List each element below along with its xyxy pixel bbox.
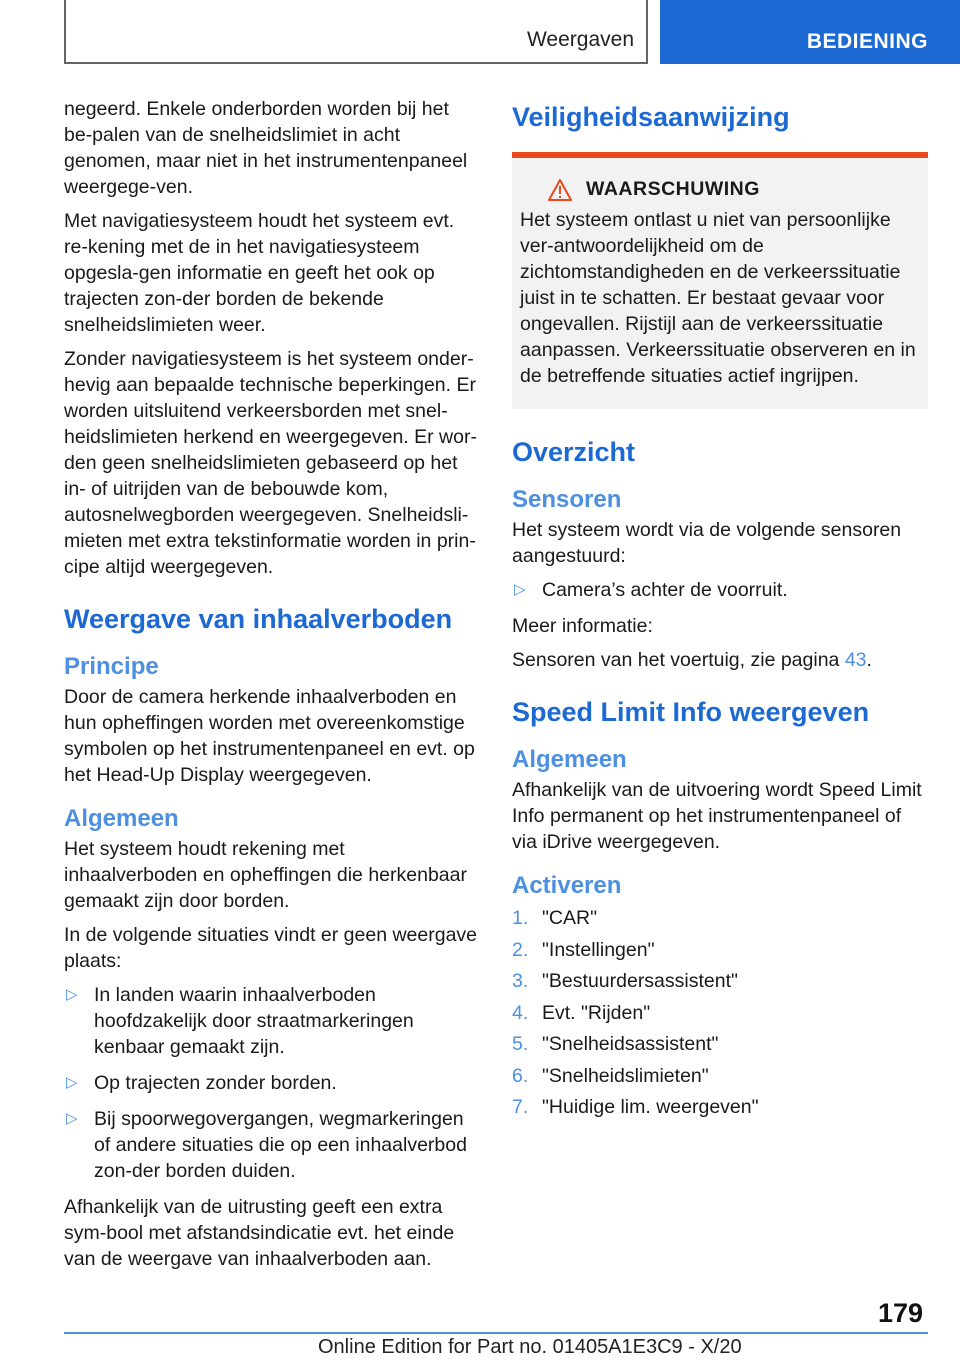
step-item bbox=[512, 905, 928, 931]
paragraph: Het systeem wordt via de volgende sensoren aangestuurd: bbox=[512, 519, 902, 567]
heading-general: Algemeen bbox=[64, 805, 179, 832]
step-number: 1. bbox=[512, 907, 529, 929]
left-column bbox=[64, 96, 478, 1280]
step-number: 3. bbox=[512, 970, 529, 992]
paragraph: negeerd. Enkele onderborden worden bij het be-palen van de snelheidslimiet in acht genomen, maar niet in het instrumentenpaneel weergege-ven. bbox=[64, 98, 468, 198]
step-text: "CAR" bbox=[542, 907, 598, 929]
heading-safety: Veiligheidsaanwijzing bbox=[512, 102, 790, 132]
step-number: 6. bbox=[512, 1064, 529, 1087]
triangle-bullet-icon: ▷ bbox=[66, 1074, 78, 1091]
step-item bbox=[512, 937, 928, 963]
situations-list bbox=[64, 982, 478, 1184]
footer-edition: Online Edition for Part no. 01405A1E3C9 - X/20 bbox=[318, 1336, 742, 1358]
step-text: "Bestuurdersassistent" bbox=[542, 970, 738, 992]
paragraph: Met navigatiesysteem houdt het systeem evt. re-kening met de in het navigatiesysteem opgesla-gen informatie en geeft het ook op trajecten zon-der borden de bekende snelheidslimieten weer. bbox=[64, 210, 455, 336]
step-text: Evt. "Rijden" bbox=[542, 1001, 651, 1024]
list-item-text: Bij spoorwegovergangen, wegmarkeringen of andere situaties die op een inhaalverbod zon-der borden duiden. bbox=[94, 1108, 467, 1182]
warning-text: Het systeem ontlast u niet van persoonlijke ver-antwoordelijkheid om de zichtomstandigheden en de verkeerssituatie juist in te schatten. Er bestaat gevaar voor ongevallen. Rijstijl aan de verkeerssituatie aanpassen. Verkeerssituatie observeren en in de betreffende situaties actief ingrijpen. bbox=[520, 209, 916, 387]
warning-box bbox=[512, 158, 928, 409]
step-number: 4. bbox=[512, 1001, 529, 1024]
step-number: 5. bbox=[512, 1033, 529, 1055]
heading-overtake: Weergave van inhaalverboden bbox=[64, 604, 453, 634]
heading-activate: Activeren bbox=[512, 872, 622, 899]
triangle-bullet-icon: ▷ bbox=[66, 1110, 78, 1127]
step-text: "Instellingen" bbox=[542, 938, 655, 961]
paragraph: Zonder navigatiesysteem is het systeem onder-hevig aan bepaalde technische beperkingen. Er worden uitsluitend verkeersborden met snel-heidslimieten herkend en weergegeven. Er wor-den geen snelheidslimieten gebaseerd op het in- of uitrijden van de bebouwde kom, autosnelwegborden weergegeven. Snelheidsli-mieten met extra tekstinformatie worden in prin-cipe altijd weergegeven. bbox=[64, 348, 477, 578]
footer-rule bbox=[64, 1332, 928, 1334]
step-item bbox=[512, 968, 928, 994]
list-item bbox=[64, 1106, 478, 1184]
warning-triangle-icon bbox=[548, 179, 572, 201]
chapter-tab bbox=[660, 0, 960, 64]
paragraph: Meer informatie: bbox=[512, 615, 653, 637]
list-item bbox=[64, 982, 478, 1060]
chapter-title: BEDIENING bbox=[806, 30, 928, 53]
heading-principle: Principe bbox=[64, 653, 159, 680]
header-section-box bbox=[64, 0, 648, 64]
list-item-text: In landen waarin inhaalverboden hoofdzakelijk door straatmarkeringen kenbaar gemaakt zijn. bbox=[94, 984, 414, 1058]
step-text: "Snelheidslimieten" bbox=[542, 1064, 709, 1087]
step-item bbox=[512, 1031, 928, 1057]
step-item bbox=[512, 1063, 928, 1089]
heading-speed-limit: Speed Limit Info weergeven bbox=[512, 697, 870, 727]
step-number: 7. bbox=[512, 1096, 529, 1118]
right-column bbox=[512, 96, 928, 1126]
paragraph: Afhankelijk van de uitrusting geeft een extra sym-bool met afstandsindicatie evt. het einde van de weergave van inhaalverboden aan. bbox=[64, 1196, 455, 1270]
list-item-text: Op trajecten zonder borden. bbox=[94, 1072, 337, 1094]
page-number: 179 bbox=[878, 1298, 924, 1328]
triangle-bullet-icon: ▷ bbox=[514, 581, 526, 598]
list-item bbox=[512, 577, 928, 603]
step-item bbox=[512, 1094, 928, 1120]
list-item bbox=[64, 1070, 478, 1096]
step-item bbox=[512, 1000, 928, 1026]
heading-overview: Overzicht bbox=[512, 437, 636, 467]
activation-steps bbox=[512, 905, 928, 1120]
reference-text: Sensoren van het voertuig, zie pagina bbox=[512, 649, 845, 671]
paragraph: Het systeem houdt rekening met inhaalverboden en opheffingen die herkenbaar gemaakt zijn door borden. bbox=[64, 838, 467, 912]
heading-sensors: Sensoren bbox=[512, 486, 622, 513]
step-number: 2. bbox=[512, 938, 529, 961]
step-text: "Huidige lim. weergeven" bbox=[542, 1096, 759, 1118]
heading-general: Algemeen bbox=[512, 746, 627, 773]
section-title: Weergaven bbox=[526, 28, 634, 51]
page-link[interactable]: 43 bbox=[844, 649, 867, 671]
warning-title: WAARSCHUWING bbox=[586, 178, 760, 200]
reference-end: . bbox=[866, 649, 872, 671]
paragraph: In de volgende situaties vindt er geen weergave plaats: bbox=[64, 924, 478, 972]
triangle-bullet-icon: ▷ bbox=[66, 986, 78, 1003]
reference-paragraph bbox=[512, 647, 928, 673]
paragraph: Door de camera herkende inhaalverboden en hun opheffingen worden met overeenkomstige symbolen op het instrumentenpaneel en evt. op het Head-Up Display weergegeven. bbox=[64, 686, 475, 786]
list-item-text: Camera’s achter de voorruit. bbox=[542, 579, 788, 601]
warning-title-row bbox=[548, 178, 920, 201]
paragraph: Afhankelijk van de uitvoering wordt Speed Limit Info permanent op het instrumentenpaneel of via iDrive weergegeven. bbox=[512, 779, 922, 853]
sensor-list bbox=[512, 577, 928, 603]
step-text: "Snelheidsassistent" bbox=[542, 1033, 719, 1055]
